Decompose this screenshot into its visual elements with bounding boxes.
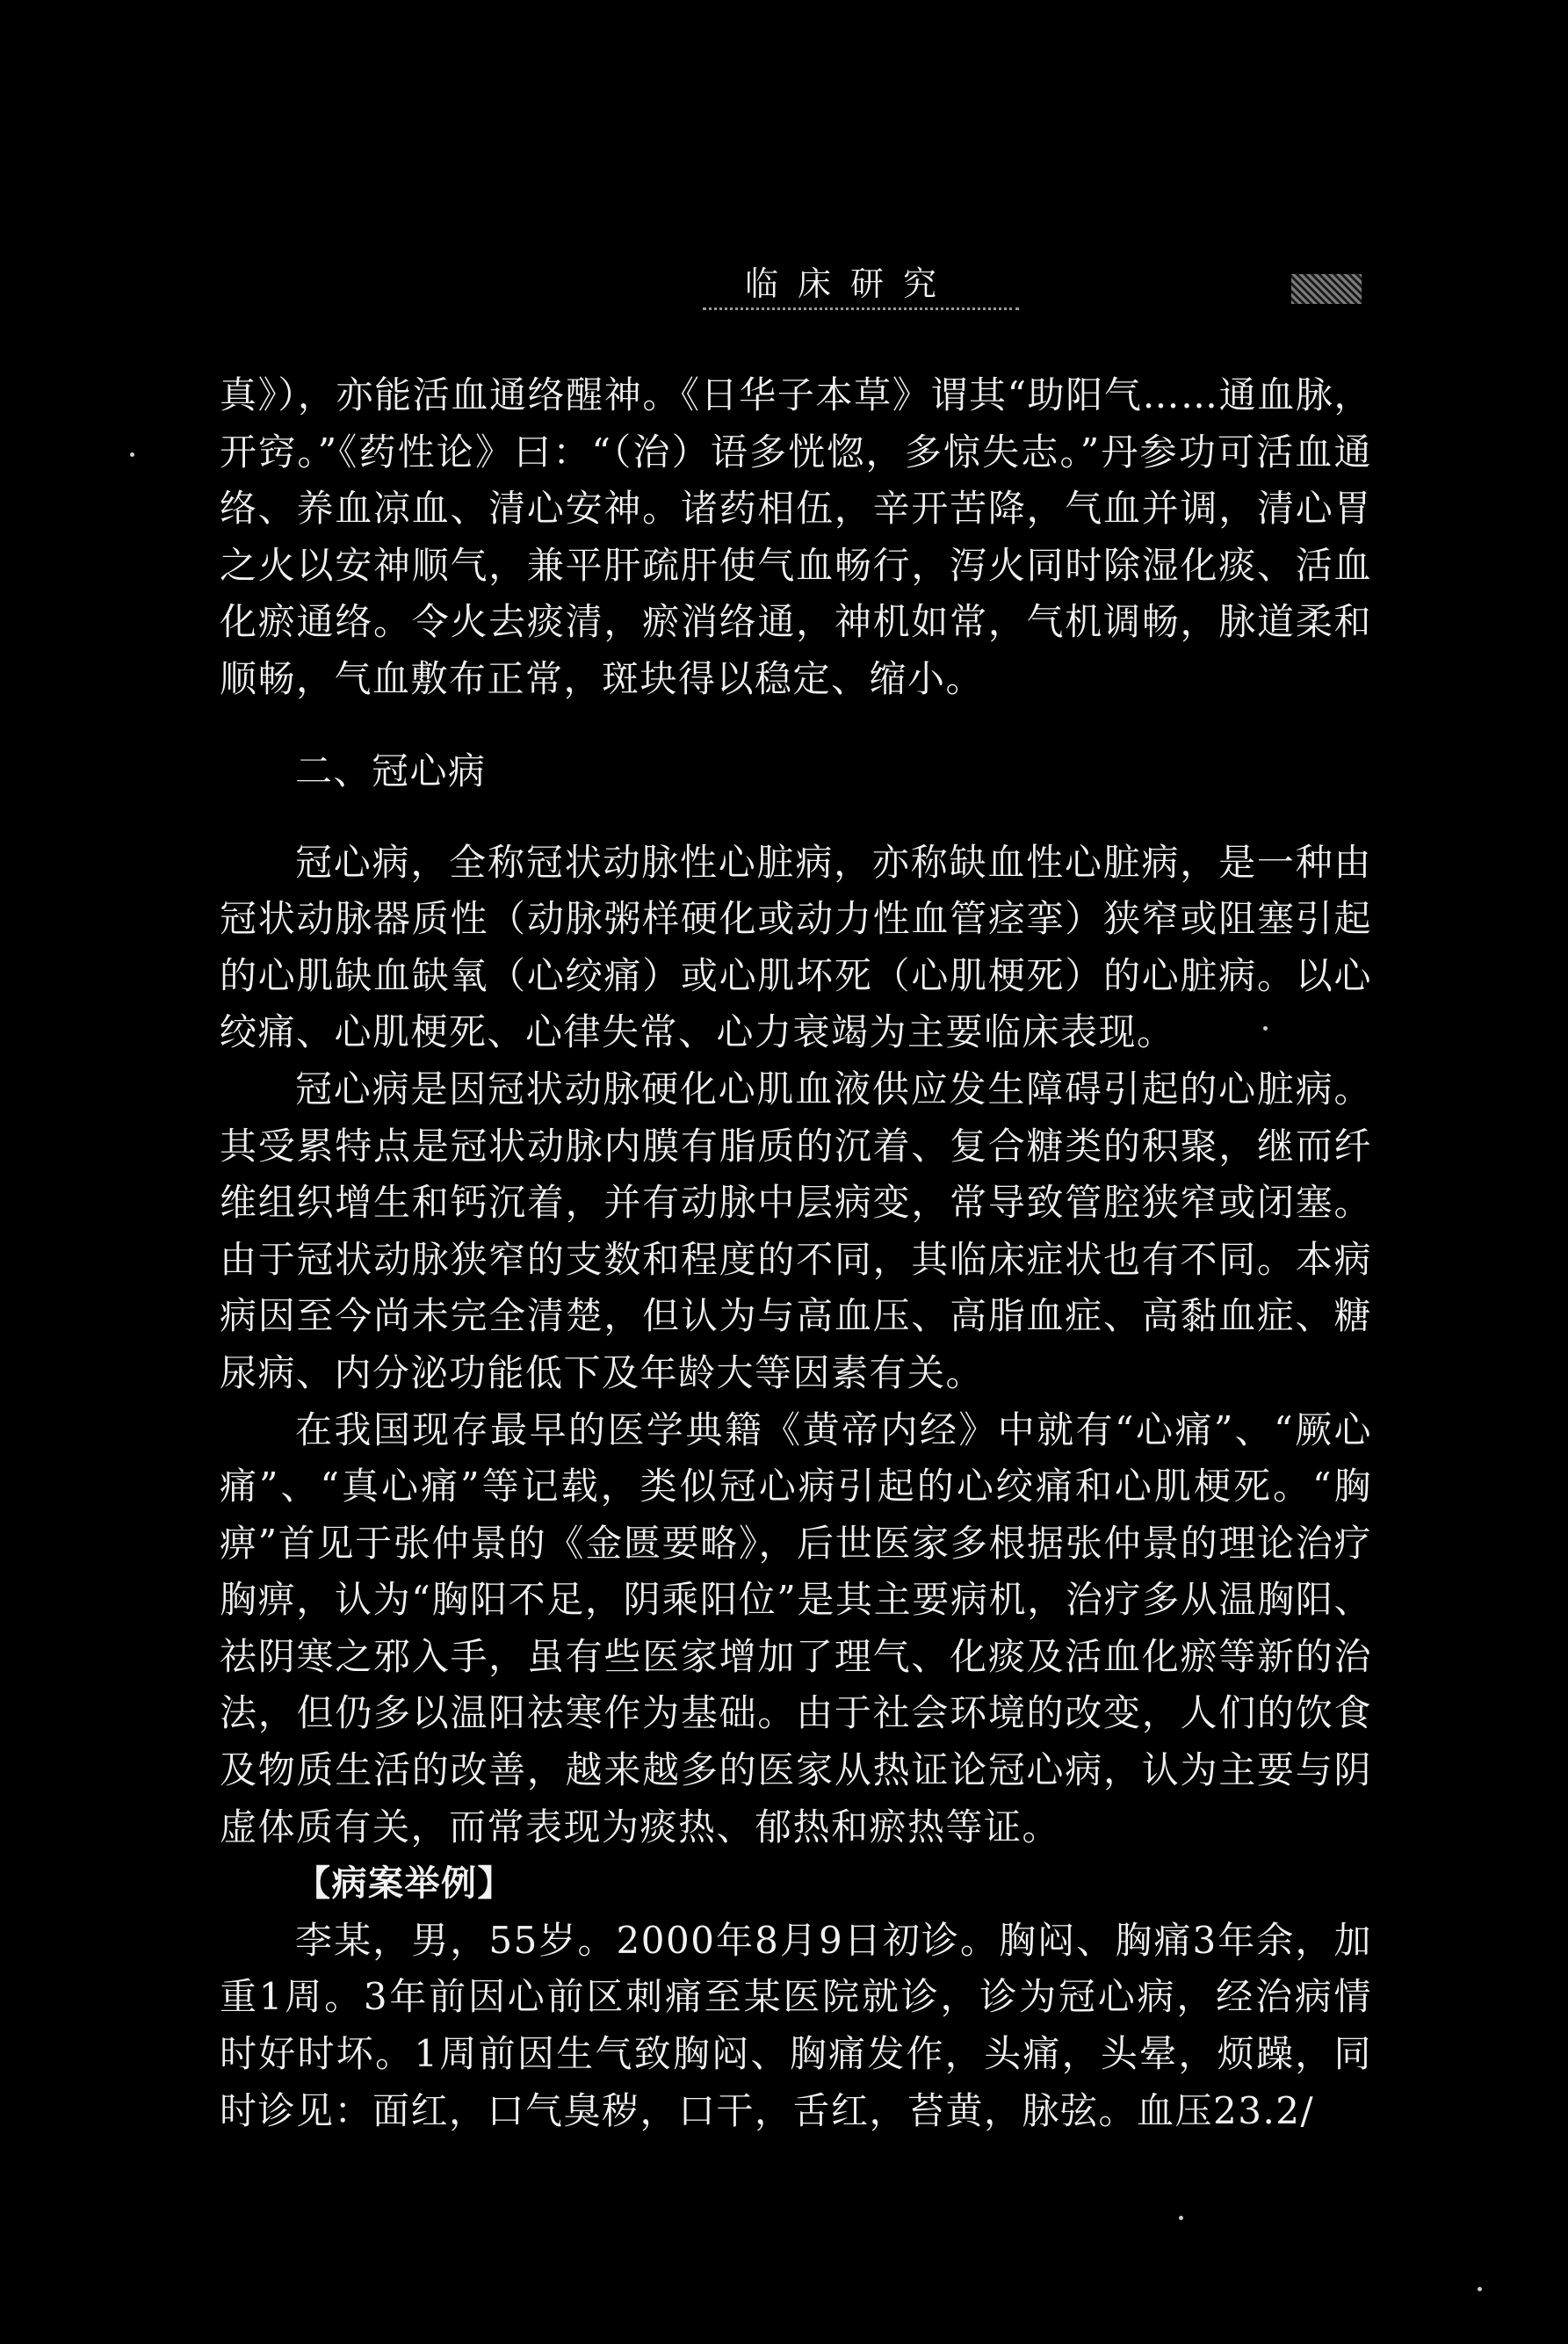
running-header — [0, 257, 1568, 309]
body-text — [220, 367, 1372, 2139]
scan-speck — [1478, 2287, 1482, 2291]
paragraph-pathology: 冠心病是因冠状动脉硬化心肌血液供应发生障碍引起的心脏病。其受累特点是冠状动脉内膜有脂质的沉着、复合糖类的积聚，继而纤维组织增生和钙沉着，并有动脉中层病变，常导致管腔狭窄或闭塞。由于冠状动脉狭窄的支数和程度的不同，其临床症状也有不同。本病病因至今尚未完全清楚，但认为与高血压、高脂血症、高黏血症、糖尿病、内分泌功能低下及年龄大等因素有关。 — [220, 1067, 1372, 1394]
scan-speck — [130, 452, 134, 457]
scan-speck — [1179, 2216, 1183, 2220]
running-header-title: 临床研究 — [745, 264, 957, 303]
scan-speck — [1263, 1026, 1268, 1031]
paragraph-history: 在我国现存最早的医学典籍《黄帝内经》中就有“心痛”、“厥心痛”、“真心痛”等记载，类似冠心病引起的心绞痛和心肌梗死。“胸痹”首见于张仲景的《金匮要略》，后世医家多根据张仲景的理论治疗胸痹，认为“胸阳不足，阴乘阳位”是其主要病机，治疗多从温胸阳、祛阴寒之邪入手，虽有些医家增加了理气、化痰及活血化瘀等新的治法，但仍多以温阳祛寒作为基础。由于社会环境的改变，人们的饮食及物质生活的改善，越来越多的医家从热证论冠心病，认为主要与阴虚体质有关，而常表现为痰热、郁热和瘀热等证。 — [220, 1407, 1372, 1848]
case-heading: 【病案举例】 — [295, 1863, 514, 1905]
paragraph-case: 李某，男，55岁。2000年8月9日初诊。胸闷、胸痛3年余，加重1周。3年前因心前区刺痛至某医院就诊，诊为冠心病，经治病情时好时坏。1周前因生气致胸闷、胸痛发作，头痛，头晕，烦躁，同时诊见：面红，口气臭秽，口干，舌红，苔黄，脉弦。血压23.2/ — [220, 1918, 1372, 2132]
paragraph-continued: 真》），亦能活血通络醒神。《日华子本草》谓其“助阳气……通血脉，开窍。”《药性论》曰：“（治）语多恍惚，多惊失志。”丹参功可活血通络、养血凉血、清心安神。诸药相伍，辛开苦降，气血并调，清心胃之火以安神顺气，兼平肝疏肝使气血畅行，泻火同时除湿化痰、活血化瘀通络。令火去痰清，瘀消络通，神机如常，气机调畅，脉道柔和顺畅，气血敷布正常，斑块得以稳定、缩小。 — [220, 373, 1372, 700]
section-heading: 二、冠心病 — [295, 749, 487, 792]
paragraph-definition: 冠心病，全称冠状动脉性心脏病，亦称缺血性心脏病，是一种由冠状动脉器质性（动脉粥样硬化或动力性血管痉挛）狭窄或阻塞引起的心肌缺血缺氧（心绞痛）或心肌坏死（心肌梗死）的心脏病。以心绞痛、心肌梗死、心律失常、心力衰竭为主要临床表现。 — [220, 840, 1372, 1054]
header-rule — [703, 307, 1019, 313]
header-ornament — [1291, 274, 1362, 304]
